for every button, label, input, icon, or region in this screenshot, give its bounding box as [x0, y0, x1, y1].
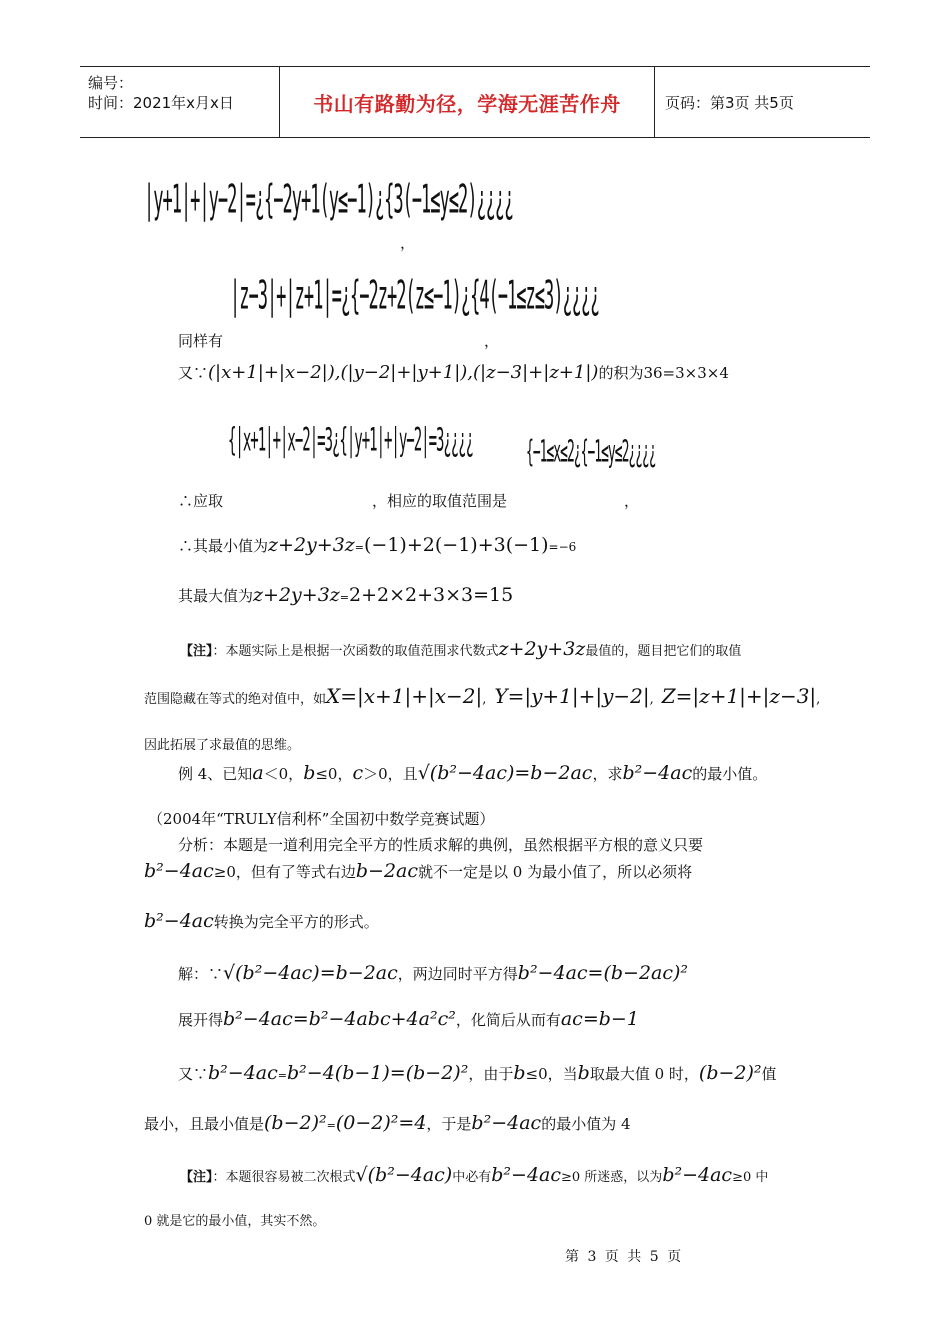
note1-Z: Z=|z+1|+|z−3|: [661, 684, 817, 708]
again2-e: 值: [761, 1065, 777, 1083]
analysis-expr2: b−2ac: [355, 860, 419, 882]
take-expr-wrap: [228, 420, 474, 460]
sol-eq2: b²−4ac=(b−2ac)²: [517, 962, 689, 984]
note2-c: ≥0 所迷惑，以为: [561, 1170, 663, 1185]
ex4-f: 的最小值。: [692, 765, 768, 783]
max-calc: 2+2×2+3×3=15: [349, 584, 514, 606]
again2-bvar: b: [513, 1062, 526, 1084]
note2-d: ≥0 中: [732, 1170, 769, 1185]
number-label: 编号：: [88, 74, 134, 92]
example4-line: [178, 762, 767, 784]
equation-z: [230, 274, 600, 320]
note1-Y: Y=|y+1|+|y−2|: [494, 684, 650, 708]
equation-z-tail: ，: [484, 332, 500, 350]
note1-line2-a: 范围隐藏在等式的绝对值中，如: [144, 692, 327, 707]
ex4-eq: √(b²−4ac)=b−2ac: [417, 762, 593, 784]
note1-label: 【注】: [180, 644, 213, 659]
analysis-d: 转换为完全平方的形式。: [213, 913, 379, 931]
analysis-c: 就不一定是以 0 为最小值了，所以必须将: [418, 863, 693, 881]
note1-expr: z+2y+3z: [498, 638, 586, 660]
expand-line: [178, 1008, 639, 1030]
max-eq: =: [339, 591, 350, 604]
expand-a: 展开得: [178, 1011, 224, 1029]
again-expr: (|x+1|+|x−2|),(|y−2|+|y+1|),(|z−3|+|z+1|): [208, 362, 599, 383]
analysis-line3: [144, 910, 379, 932]
again-suffix: 的积为36=3×3×4: [598, 364, 729, 382]
note1-a: ：本题实际上是根据一次函数的取值范围求代数式: [212, 644, 499, 659]
expand-b: ，化简后从而有: [455, 1011, 561, 1029]
sol-eq: √(b²−4ac)=b−2ac: [223, 962, 398, 984]
again2-eq: =: [277, 1069, 287, 1082]
max-expr: z+2y+3z: [253, 584, 340, 606]
equation-y-tail: ，: [400, 234, 416, 252]
page-header: [80, 66, 870, 138]
sol-a: 解：∵: [178, 965, 224, 983]
range-tail: ，: [624, 492, 640, 510]
sol-b: ，两边同时平方得: [397, 965, 518, 983]
note1-X: X=|x+1|+|x−2|: [326, 684, 483, 708]
header-page-label: 页码：第3页 共5页: [665, 93, 794, 112]
again2-calc: b²−4(b−1)=(b−2)²: [287, 1062, 469, 1084]
therefore-take: ∴应取: [178, 492, 224, 510]
note1-sep-1: ,: [482, 692, 487, 707]
note1-line1: [180, 638, 741, 660]
min-calc: (−1)+2(−1)+3(−1): [364, 534, 549, 556]
note2-line1: [180, 1164, 768, 1186]
equation-y-expr: |y+1|+|y−2|=¿{−2y+1(y≤−1)¿{3(−1≤y≤2)¿¿¿¿: [144, 178, 514, 224]
ex4-d: ＞0，且: [363, 765, 418, 783]
analysis-expr3: b²−4ac: [144, 910, 214, 932]
note1-sep-2: ,: [649, 692, 654, 707]
note1-line2: [144, 684, 820, 708]
min-value-line: [144, 1112, 631, 1134]
again2-c: ≤0，当: [525, 1065, 578, 1083]
product-line: [178, 362, 729, 383]
ex4-cond3: c: [352, 762, 364, 784]
range-text: ，相应的取值范围是: [372, 492, 508, 510]
ex4-b: ＜0，: [263, 765, 304, 783]
ex4-target: b²−4ac: [622, 762, 693, 784]
expand-eq: b²−4ac=b²−4abc+4a²c²: [223, 1008, 456, 1030]
again2-expr2: (b−2)²: [698, 1062, 762, 1084]
time-label: 时间：2021年x月x日: [88, 94, 234, 112]
equation-y: [144, 178, 514, 224]
same-prefix: 同样有: [178, 332, 224, 350]
again-prefix: 又∵: [178, 364, 209, 382]
analysis-line1: 分析：本题是一道利用完全平方的性质求解的典例，虽然根据平方根的意义只要: [178, 836, 704, 854]
minline-eq: =: [326, 1119, 336, 1132]
again2-bvar2: b: [577, 1062, 590, 1084]
analysis-b: ≥0，但有了等式右边: [213, 863, 356, 881]
page-footer: 第 3 页 共 5 页: [565, 1249, 684, 1265]
max-line: [178, 584, 513, 606]
analysis-line2: [144, 860, 692, 882]
header-meta: [80, 67, 280, 137]
note2-expr3: b²−4ac: [662, 1164, 733, 1186]
expand-eq2: ac=b−1: [560, 1008, 639, 1030]
min-result: =−6: [548, 540, 577, 554]
min-expr: z+2y+3z: [268, 534, 355, 556]
ex4-cond2: b: [303, 762, 316, 784]
solution-line1: [178, 962, 688, 984]
minline-b: ，于是: [426, 1115, 472, 1133]
take-expr: {|x+1|+|x−2|=3¿{|y+1|+|y−2|=3¿¿¿¿: [228, 423, 474, 460]
minline-a: 最小，且最小值是: [144, 1115, 265, 1133]
note2-label: 【注】: [180, 1170, 213, 1185]
analysis-expr1: b²−4ac: [144, 860, 214, 882]
minline-expr: (b−2)²: [264, 1112, 327, 1134]
max-prefix: 其最大值为: [178, 587, 254, 605]
again2-a: 又∵: [178, 1065, 209, 1083]
example4-source: （2004年“TRULY信利杯”全国初中数学竞赛试题）: [148, 810, 495, 828]
equation-z-expr: |z−3|+|z+1|=¿{−2z+2(z≤−1)¿{4(−1≤z≤3)¿¿¿¿: [230, 274, 600, 320]
again2-b: ，由于: [468, 1065, 514, 1083]
min-prefix: ∴其最小值为: [178, 537, 269, 555]
again2-expr: b²−4ac: [208, 1062, 278, 1084]
ex4-a: 例 4、已知: [178, 765, 253, 783]
ex4-e: ，求: [592, 765, 623, 783]
min-eq: =: [354, 541, 365, 554]
minline-calc: (0−2)²=4: [335, 1112, 427, 1134]
note2-expr: √(b²−4ac): [355, 1164, 453, 1186]
note1-line3: 因此拓展了求最值的思维。: [144, 738, 301, 753]
min-line: [178, 534, 576, 556]
note1-sep-3: ,: [816, 692, 821, 707]
ex4-cond1: a: [252, 762, 264, 784]
note1-b: 最值的，题目把它们的取值: [585, 644, 742, 659]
range-expr-wrap: [526, 432, 656, 471]
again2-d: 取最大值 0 时，: [589, 1065, 699, 1083]
note2-line2: 0 就是它的最小值，其实不然。: [144, 1214, 326, 1229]
header-motto: 书山有路勤为径，学海无涯苦作舟: [280, 67, 655, 137]
range-expr: {−1≤x≤2¿{−1≤y≤2¿¿¿¿: [526, 436, 656, 471]
again2-line: [178, 1062, 777, 1084]
note2-b: 中必有: [452, 1170, 492, 1185]
note2-a: ：本题很容易被二次根式: [212, 1170, 356, 1185]
minline-c: 的最小值为 4: [541, 1115, 631, 1133]
ex4-c: ≤0，: [315, 765, 353, 783]
note2-expr2: b²−4ac: [491, 1164, 562, 1186]
minline-expr2: b²−4ac: [471, 1112, 542, 1134]
